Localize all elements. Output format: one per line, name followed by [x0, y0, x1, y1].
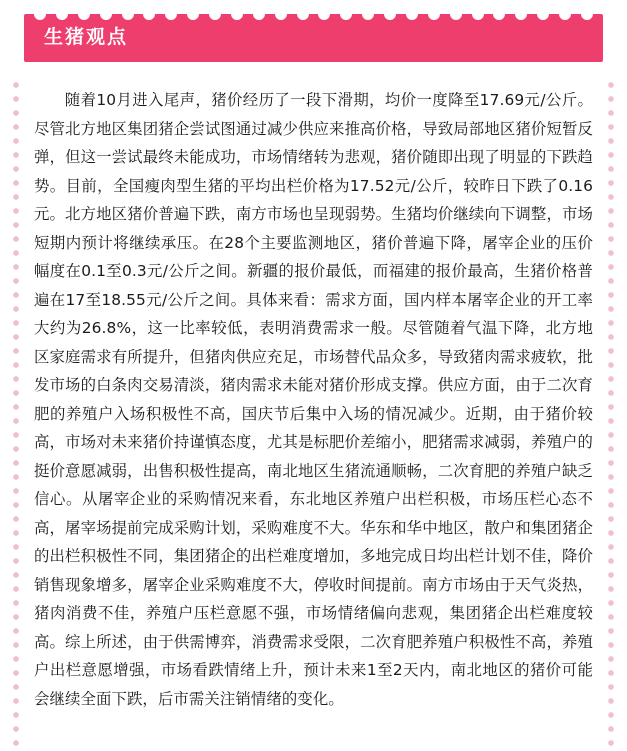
scallop-dot [581, 8, 593, 20]
scallop-dot [253, 8, 265, 20]
scallop-dot [406, 8, 418, 20]
scallop-dot [187, 8, 199, 20]
scallop-dot [340, 8, 352, 20]
scallop-dot [143, 8, 155, 20]
scallop-dot [384, 8, 396, 20]
scallop-dot [362, 8, 374, 20]
header-bar [24, 14, 603, 62]
right-dotted-rail [604, 78, 618, 751]
scallop-dot [165, 8, 177, 20]
article-body-text: 随着10月进入尾声，猪价经历了一段下滑期，均价一度降至17.69元/公斤。尽管北方地区集团猪企尝试图通过减少供应来推高价格，导致局部地区猪价短暂反弹，但这一尝试最终未能成功，市场情绪转为悲观，猪价随即出现了明显的下跌趋势。目前，全国瘦肉型生猪的平均出栏价格为17.52元/公斤，较昨日下跌了0.16元。北方地区猪价普遍下跌，南方市场也呈现弱势。生猪均价继续向下调整，市场短期内预计将继续承压。在28个主要监测地区，猪价普遍下降，屠宰企业的压价幅度在0.1至0.3元/公斤之间。新疆的报价最低，而福建的报价最高，生猪价格普遍在17至18.55元/公斤之间。具体来看：需求方面，国内样本屠宰企业的开工率大约为26.8%，这一比率较低，表明消费需求一般。尽管随着气温下降，北方地区家庭需求有所提升，但猪肉供应充足，市场替代品众多，导致猪肉需求疲软，批发市场的白条肉交易清淡，猪肉需求未能对猪价形成支撑。供应方面，由于二次育肥的养殖户入场积极性不高，国庆节后集中入场的情况减少。近期，由于猪价较高，市场对未来猪价持谨慎态度，尤其是标肥价差缩小，肥猪需求减弱，养殖户的挺价意愿减弱，出售积极性提高，南北地区生猪流通顺畅，二次育肥的养殖户缺乏信心。从屠宰企业的采购情况来看，东北地区养殖户出栏积极，市场压栏心态不高，屠宰场提前完成采购计划，采购难度不大。华东和华中地区，散户和集团猪企的出栏积极性不同，集团猪企的出栏难度增加，多地完成日均出栏计划不佳，降价销售现象增多，屠宰企业采购难度不大，停收时间提前。南方市场由于天气炎热，猪肉消费不佳，养殖户压栏意愿不强，市场情绪偏向悲观，集团猪企出栏难度较高。综上所述，由于供需博弈，消费需求受限，二次育肥养殖户积极性不高，养殖户出栏意愿增强，市场看跌情绪上升，预计未来1至2天内，南北地区的猪价可能会继续全面下跌，后市需关注销情绪的变化。 [34, 91, 593, 708]
left-dotted-rail [9, 78, 23, 751]
scallop-dot [231, 8, 243, 20]
scallop-dot [275, 8, 287, 20]
scallop-dot [428, 8, 440, 20]
scallop-dot [515, 8, 527, 20]
scallop-dot [493, 8, 505, 20]
header-band [0, 0, 627, 78]
scallop-dot [318, 8, 330, 20]
scallop-dot [297, 8, 309, 20]
scallop-dot [559, 8, 571, 20]
article-content [34, 86, 593, 745]
page-title: 生猪观点 [44, 27, 129, 48]
scallop-dot [209, 8, 221, 20]
scallop-dot [472, 8, 484, 20]
scallop-dot [537, 8, 549, 20]
scallop-dot [450, 8, 462, 20]
